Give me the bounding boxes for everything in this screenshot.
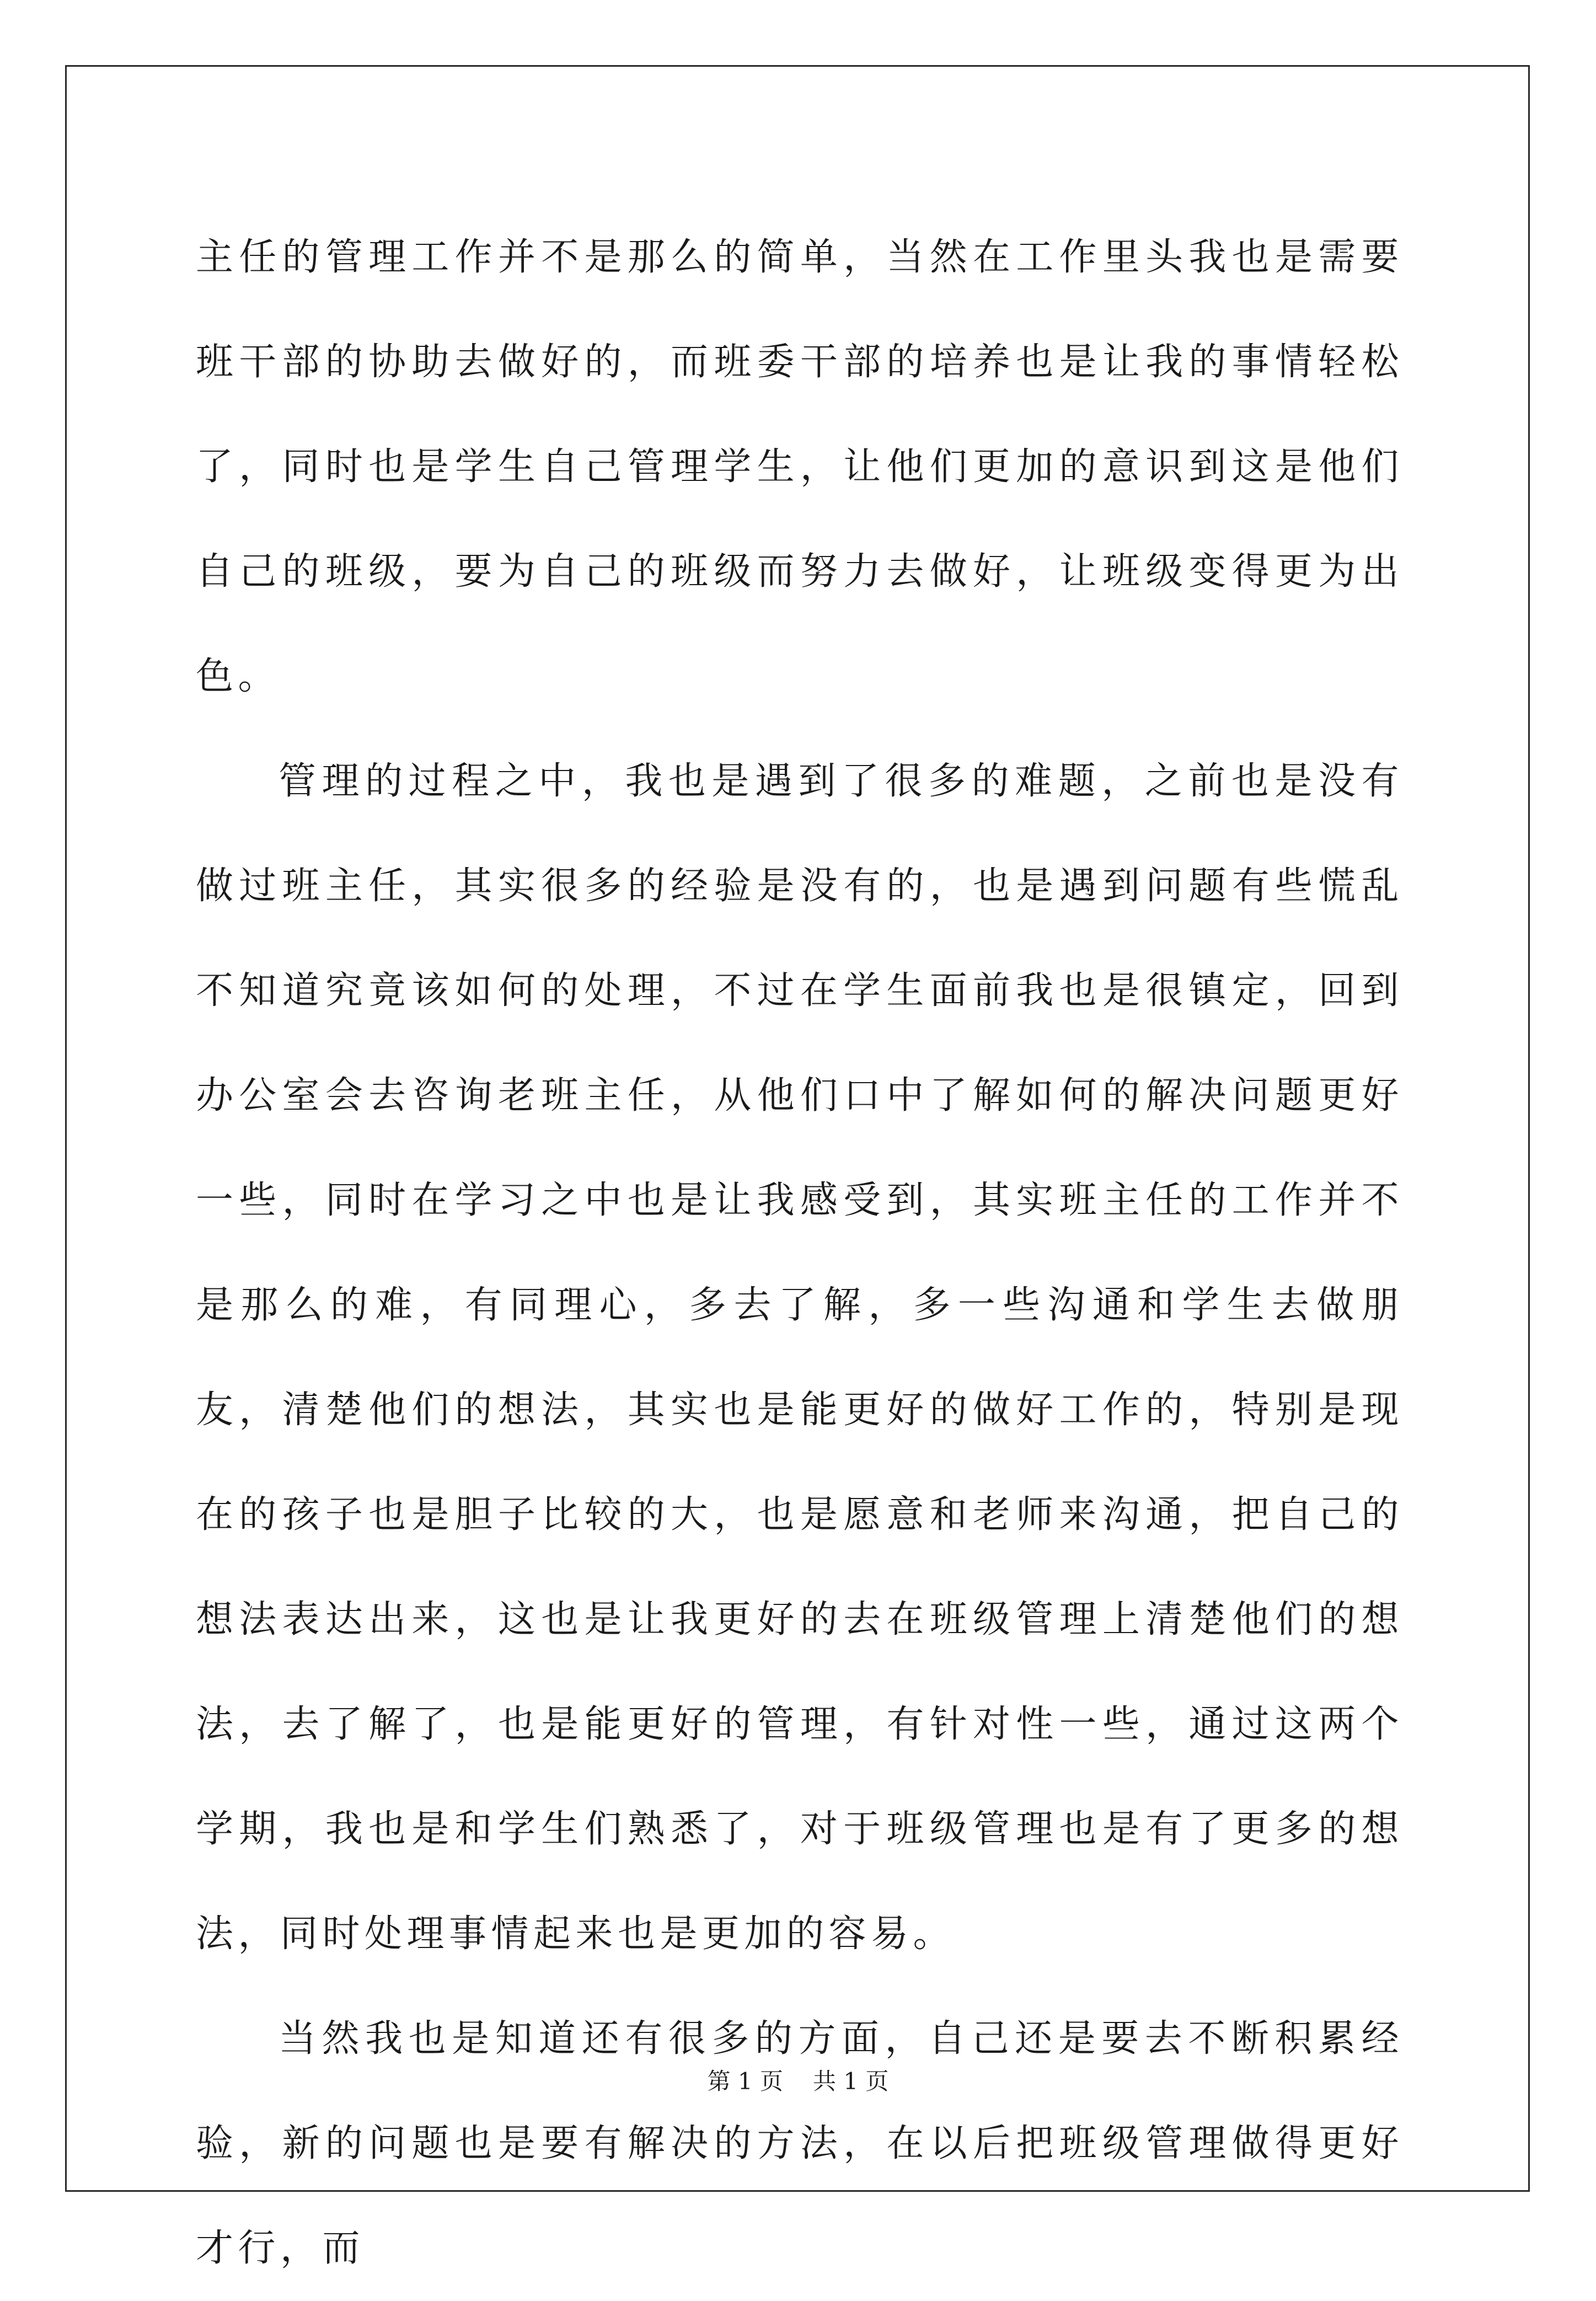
- paragraph-1: 主任的管理工作并不是那么的简单，当然在工作里头我也是需要班干部的协助去做好的，而班委干部的培养也是让我的事情轻松了，同时也是学生自己管理学生，让他们更加的意识到这是他们自己的班级，要为自己的班级而努力去做好，让班级变得更为出色。: [196, 236, 1404, 698]
- page-number: 第 1 页: [707, 2068, 783, 2095]
- document-body: [196, 205, 1404, 2301]
- paragraph-3: 当然我也是知道还有很多的方面，自己还是要去不断积累经验，新的问题也是要有解决的方法，在以后把班级管理做得更好才行，而: [196, 2017, 1404, 2270]
- page-total: 共 1 页: [813, 2068, 889, 2095]
- paragraph-2: 管理的过程之中，我也是遇到了很多的难题，之前也是没有做过班主任，其实很多的经验是没有的，也是遇到问题有些慌乱不知道究竟该如何的处理，不过在学生面前我也是很镇定，回到办公室会去咨询老班主任，从他们口中了解如何的解决问题更好一些，同时在学习之中也是让我感受到，其实班主任的工作并不是那么的难，有同理心，多去了解，多一些沟通和学生去做朋友，清楚他们的想法，其实也是能更好的做好工作的，特别是现在的孩子也是胆子比较的大，也是愿意和老师来沟通，把自己的想法表达出来，这也是让我更好的去在班级管理上清楚他们的想法，去了解了，也是能更好的管理，有针对性一些，通过这两个学期，我也是和学生们熟悉了，对于班级管理也是有了更多的想法，同时处理事情起来也是更加的容易。: [196, 759, 1404, 1956]
- page-footer: [0, 2065, 1596, 2098]
